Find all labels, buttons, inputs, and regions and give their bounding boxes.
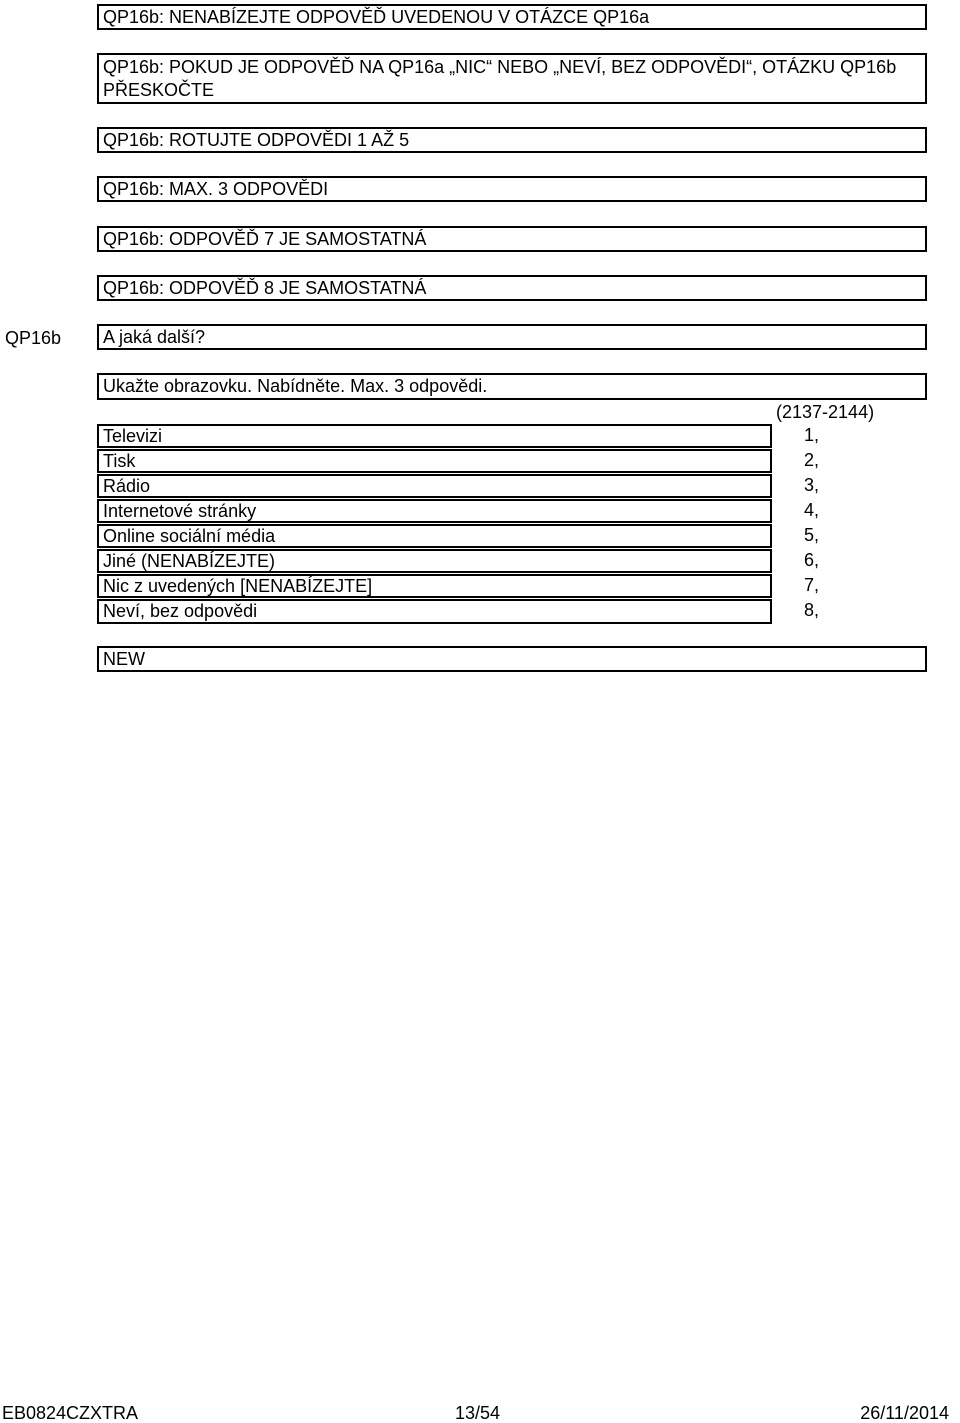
answer-row [97, 599, 927, 624]
answer-label: Rádio [97, 474, 772, 498]
instruction-skip-condition: QP16b: POKUD JE ODPOVĚĎ NA QP16a „NIC“ NEBO „NEVÍ, BEZ ODPOVĚDI“, OTÁZKU QP16b PŘESKOČTE [97, 53, 927, 104]
document-date: 26/11/2014 [860, 1403, 949, 1423]
answer-label: Jiné (NENABÍZEJTE) [97, 549, 772, 573]
answer-row [97, 474, 927, 499]
answer-code: 2, [804, 450, 820, 470]
answer-label: Tisk [97, 449, 772, 473]
answer-code: 6, [804, 550, 820, 570]
page-footer [0, 1403, 960, 1423]
answer-code: 8, [804, 600, 820, 620]
answer-row [97, 449, 927, 474]
question-id: QP16b [5, 328, 62, 348]
answer-code: 1, [804, 425, 820, 445]
status-new: NEW [97, 646, 927, 672]
answer-code: 3, [804, 475, 820, 495]
show-card-instruction: Ukažte obrazovku. Nabídněte. Max. 3 odpovědi. [97, 373, 927, 400]
instruction-rotate: QP16b: ROTUJTE ODPOVĚDI 1 AŽ 5 [97, 127, 927, 153]
answer-label: Neví, bez odpovědi [97, 599, 772, 624]
answer-row [97, 524, 927, 549]
answer-list [97, 424, 927, 624]
answer-code: 4, [804, 500, 820, 520]
answer-label: Internetové stránky [97, 499, 772, 523]
answer-row [97, 549, 927, 574]
answer-label: Online sociální média [97, 524, 772, 548]
instruction-answer-8-exclusive: QP16b: ODPOVĚĎ 8 JE SAMOSTATNÁ [97, 275, 927, 301]
instruction-answer-7-exclusive: QP16b: ODPOVĚĎ 7 JE SAMOSTATNÁ [97, 226, 927, 252]
code-range: (2137-2144) [776, 402, 875, 422]
answer-row [97, 424, 927, 449]
answer-label: Televizi [97, 424, 772, 448]
instruction-no-offer: QP16b: NENABÍZEJTE ODPOVĚĎ UVEDENOU V OTÁZCE QP16a [97, 4, 927, 30]
instruction-max-answers: QP16b: MAX. 3 ODPOVĚDI [97, 176, 927, 202]
answer-row [97, 499, 927, 524]
answer-row [97, 574, 927, 599]
document-code: EB0824CZXTRA [2, 1403, 139, 1423]
page-number: 13/54 [455, 1403, 501, 1423]
answer-code: 7, [804, 575, 820, 595]
answer-code: 5, [804, 525, 820, 545]
question-text: A jaká další? [97, 324, 927, 350]
answer-label: Nic z uvedených [NENABÍZEJTE] [97, 574, 772, 598]
